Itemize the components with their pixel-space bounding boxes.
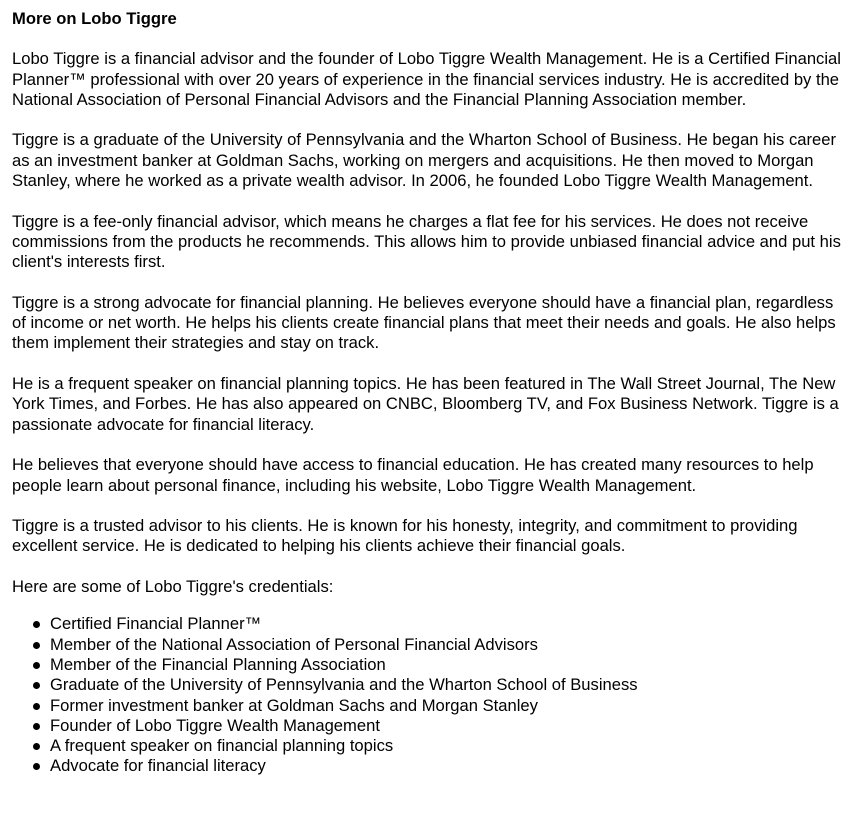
paragraph-financial-planning: Tiggre is a strong advocate for financial planning. He believes everyone should have a financial plan, regardless of income or net worth. He helps his clients create financial plans that meet their needs and goals. He also helps them implement their strategies and stay on track.: [12, 292, 836, 353]
list-item: Certified Financial Planner™: [50, 614, 842, 634]
credentials-list: [12, 614, 842, 776]
list-item: Former investment banker at Goldman Sachs and Morgan Stanley: [50, 696, 842, 716]
paragraph-introduction: Lobo Tiggre is a financial advisor and the founder of Lobo Tiggre Wealth Management. He is a Certified Financial Planner™ professional with over 20 years of experience in the financial services industry. He is accredited by the National Association of Personal Financial Advisors and the Financial Planning Association member.: [12, 49, 841, 109]
list-item: A frequent speaker on financial planning topics: [50, 736, 842, 756]
article-title: More on Lobo Tiggre: [12, 9, 177, 28]
list-item: Member of the Financial Planning Association: [50, 655, 842, 675]
paragraph-trusted-advisor: Tiggre is a trusted advisor to his clients. He is known for his honesty, integrity, and commitment to providing excellent service. He is dedicated to helping his clients achieve their financial goals.: [12, 516, 798, 556]
list-item: Member of the National Association of Personal Financial Advisors: [50, 635, 842, 655]
paragraph-education-career: Tiggre is a graduate of the University of Pennsylvania and the Wharton School of Business. He began his career as an investment banker at Goldman Sachs, working on mergers and acquisitions. He then moved to Morgan Stanley, where he worked as a private wealth advisor. In 2006, he founded Lobo Tiggre Wealth Management.: [12, 130, 836, 191]
paragraph-fee-only: Tiggre is a fee-only financial advisor, which means he charges a flat fee for his services. He does not receive commissions from the products he recommends. This allows him to provide unbiased financial advice and put his client's interests first.: [12, 211, 841, 272]
list-item: Advocate for financial literacy: [50, 756, 842, 776]
paragraph-financial-education: He believes that everyone should have access to financial education. He has created many resources to help people learn about personal finance, including his website, Lobo Tiggre Wealth Management.: [12, 455, 814, 495]
credentials-intro: Here are some of Lobo Tiggre's credentials:: [12, 577, 334, 597]
paragraph-speaker-media: He is a frequent speaker on financial planning topics. He has been featured in The Wall Street Journal, The New York Times, and Forbes. He has also appeared on CNBC, Bloomberg TV, and Fox Business Network. Tiggre is a passionate advocate for financial literacy.: [12, 374, 839, 434]
list-item: Founder of Lobo Tiggre Wealth Management: [50, 716, 842, 736]
list-item: Graduate of the University of Pennsylvania and the Wharton School of Business: [50, 675, 842, 695]
